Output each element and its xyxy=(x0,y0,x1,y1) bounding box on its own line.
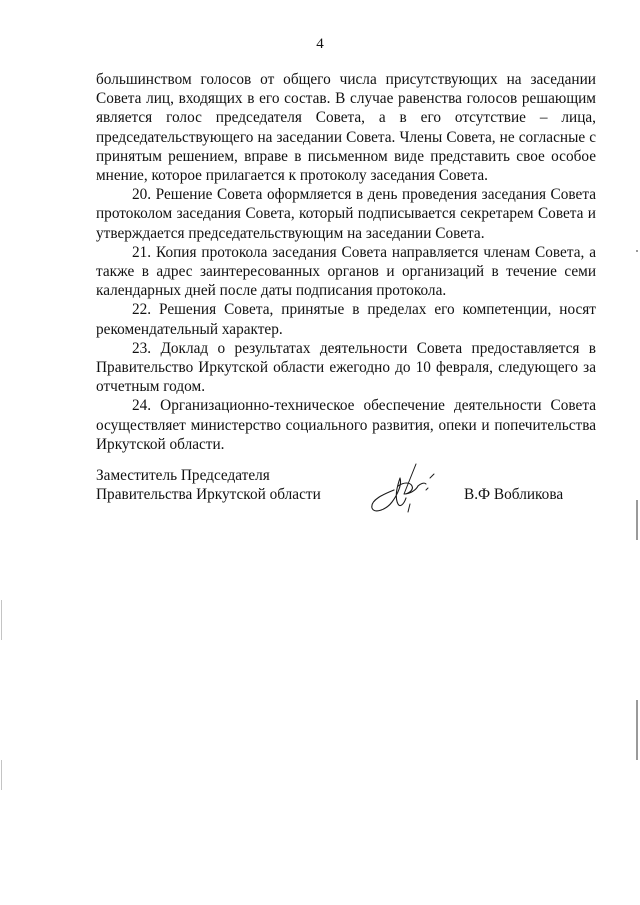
paragraph-20: 20. Решение Совета оформляется в день проведения заседания Совета протоколом заседания Совета, который подписывается секретарем Совета и утверждается председательствующим на заседании Совета. xyxy=(96,186,596,242)
scan-edge-mark xyxy=(636,700,638,760)
scan-edge-mark xyxy=(636,250,638,252)
signer-title-line-1: Заместитель Председателя xyxy=(96,467,270,484)
handwritten-signature xyxy=(364,460,444,518)
document-body xyxy=(96,70,596,454)
paragraph-23: 23. Доклад о результатах деятельности Совета предоставляется в Правительство Иркутской области ежегодно до 10 февраля, следующего за отчетным годом. xyxy=(96,339,596,396)
page-number: 4 xyxy=(316,36,324,52)
signer-title xyxy=(96,466,321,504)
paragraph-24: 24. Организационно-техническое обеспечение деятельности Совета осуществляет министерство социального развития, опеки и попечительства Иркутской области. xyxy=(96,397,596,453)
scan-edge-mark xyxy=(1,600,2,640)
paragraph-continuation: большинством голосов от общего числа присутствующих на заседании Совета лиц, входящих в его состав. В случае равенства голосов решающим является голос председателя Совета, а в его отсутствие – лица, председательствующего на заседании Совета. Члены Совета, не согласные с принятым решением, вправе в письменном виде представить свое особое мнение, которое прилагается к протоколу заседания Совета. xyxy=(96,71,596,185)
signer-title-line-2: Правительства Иркутской области xyxy=(96,486,321,504)
scan-edge-mark xyxy=(636,500,638,540)
signature-block xyxy=(96,466,596,526)
paragraph-21: 21. Копия протокола заседания Совета направляется членам Совета, а также в адрес заинтересованных органов и организаций в течение семи календарных дней после даты подписания протокола. xyxy=(96,243,596,300)
scan-edge-mark xyxy=(1,760,2,790)
signer-name: В.Ф Вобликова xyxy=(464,486,564,503)
paragraph-22: 22. Решения Совета, принятые в пределах его компетенции, носят рекомендательный характер. xyxy=(96,301,596,338)
